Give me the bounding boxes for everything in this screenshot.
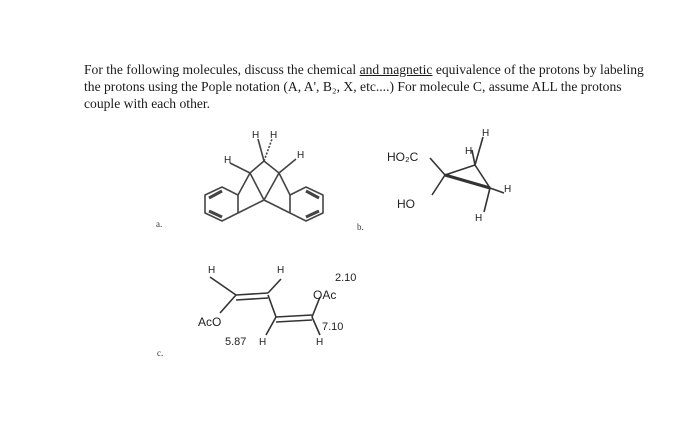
mol-a-h3: H <box>252 130 260 141</box>
mol-c-shift-1: 2.10 <box>335 272 357 284</box>
mol-a-h1: H <box>224 155 232 166</box>
molecule-a-structure <box>180 125 350 235</box>
question-text <box>84 61 644 112</box>
mol-c-aco-group: AcO <box>198 315 222 329</box>
mol-b-h2: H <box>465 146 473 157</box>
mol-c-h-top: H <box>277 265 285 276</box>
mol-b-h1: H <box>482 128 490 139</box>
mol-b-h3: H <box>504 184 512 195</box>
mol-b-acid-group: HO₂C <box>387 150 419 164</box>
mol-c-shift-3: 5.87 <box>225 336 247 348</box>
mol-b-hydroxy-group: HO <box>397 197 415 211</box>
mol-b-h4: H <box>475 213 483 224</box>
question-part-1: For the following molecules, discuss the chemical <box>84 62 360 77</box>
mol-c-h-bottom-right: H <box>316 337 324 348</box>
mol-c-h-bottom-left: H <box>259 337 267 348</box>
question-part-2: equivalence of the protons by labeling the protons using the Pople notation (A, A', B₂, X, etc....) For molecule C, assume ALL the protons couple with each other. <box>84 62 644 111</box>
molecule-b-structure <box>380 120 520 235</box>
underlined-phrase: and magnetic <box>359 62 433 77</box>
mol-c-h-left: H <box>208 265 216 276</box>
label-c: c. <box>157 348 164 358</box>
mol-a-h4: H <box>270 130 278 141</box>
mol-c-oac-group: OAc <box>313 288 337 302</box>
mol-a-h2: H <box>297 150 305 161</box>
label-a: a. <box>156 219 163 229</box>
mol-c-shift-2: 7.10 <box>322 321 344 333</box>
label-b: b. <box>357 222 364 232</box>
molecule-c-structure <box>190 255 380 365</box>
